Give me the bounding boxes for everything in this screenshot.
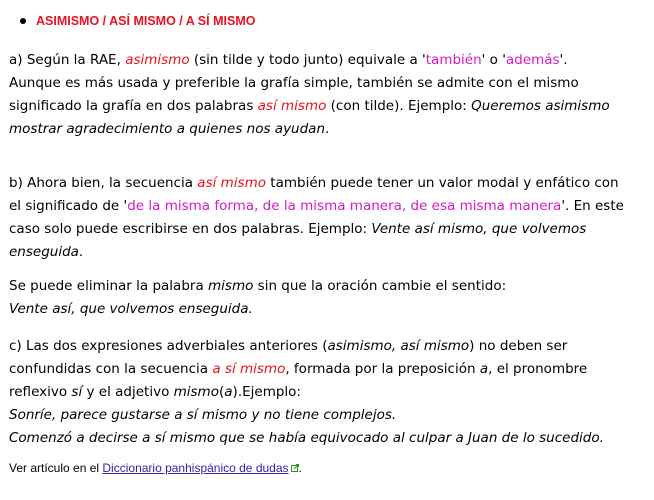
dictionary-link[interactable]: Diccionario panhispánico de dudas [102, 461, 289, 475]
section-b-line-1: b) Ahora bien, la secuencia así mismo también puede tener un valor modal y enfático con [9, 175, 619, 191]
term-a: a [479, 361, 489, 377]
section-b2-example: Vente así, que volvemos enseguida. [9, 301, 253, 317]
section-c-line-3: reflexivo sí y el adjetivo mismo(a).Ejemplo: [9, 384, 301, 400]
footer-note: Ver artículo en el Diccionario panhispánico de dudas . [9, 461, 302, 475]
section-a-line-3: significado la grafía en dos palabras así mismo (con tilde). Ejemplo: Queremos asimismo [9, 98, 610, 114]
example-text: Vente así mismo, que volvemos [371, 221, 587, 237]
bullet-icon [20, 18, 26, 24]
quote-tambien: también [425, 52, 482, 68]
external-link-icon[interactable] [291, 464, 299, 472]
example-text: mostrar agradecimiento a quienes nos ayudan [9, 121, 326, 137]
term-asi-mismo: así mismo [197, 175, 266, 191]
example-text: enseguida [9, 244, 79, 260]
section-b-line-4: enseguida. [9, 244, 84, 260]
term-a-suffix: a [224, 384, 233, 400]
term-mismo: mismo [208, 278, 254, 294]
section-b-line-2: el significado de 'de la misma forma, de la misma manera, de esa misma manera'. En este [9, 198, 624, 214]
example-text: Queremos asimismo [471, 98, 610, 114]
section-a-line-2: Aunque es más usada y preferible la grafía simple, también se admite con el mismo [9, 75, 579, 91]
term-si: sí [71, 384, 83, 400]
section-b [9, 172, 649, 264]
section-a-line-4: mostrar agradecimiento a quienes nos ayudan. [9, 121, 330, 137]
term-mismo: mismo [173, 384, 219, 400]
section-c-example-2: Comenzó a decirse a sí mismo que se había equivocado al culpar a Juan de lo sucedido. [9, 430, 604, 446]
section-b-line-3: caso solo puede escribirse en dos palabras. Ejemplo: Vente así mismo, que volvemos [9, 221, 587, 237]
section-c-example-1: Sonríe, parece gustarse a sí mismo y no tiene complejos. [9, 407, 397, 423]
section-c [9, 335, 649, 450]
section-a [9, 49, 649, 141]
term-asimismo: asimismo [125, 52, 190, 68]
section-b2 [9, 275, 649, 321]
term-asi-mismo: así mismo [257, 98, 327, 114]
quote-ademas: además [505, 52, 560, 68]
section-b2-line-1: Se puede eliminar la palabra mismo sin que la oración cambie el sentido: [9, 278, 507, 294]
quote-meaning: de la misma forma, de la misma manera, de esa misma manera [127, 198, 562, 214]
section-a-line-1: a) Según la RAE, asimismo (sin tilde y todo junto) equivale a 'también' o 'además'. [9, 52, 568, 68]
heading-row [20, 12, 255, 30]
terms-asimismo-asi-mismo: asimismo, así mismo [327, 338, 470, 354]
page-title: ASIMISMO / ASÍ MISMO / A SÍ MISMO [36, 14, 256, 28]
section-c-line-1: c) Las dos expresiones adverbiales anteriores (asimismo, así mismo) no deben ser [9, 338, 568, 354]
term-a-si-mismo: a sí mismo [212, 361, 286, 377]
section-c-line-2: confundidas con la secuencia a sí mismo, formada por la preposición a, el pronombre [9, 361, 588, 377]
